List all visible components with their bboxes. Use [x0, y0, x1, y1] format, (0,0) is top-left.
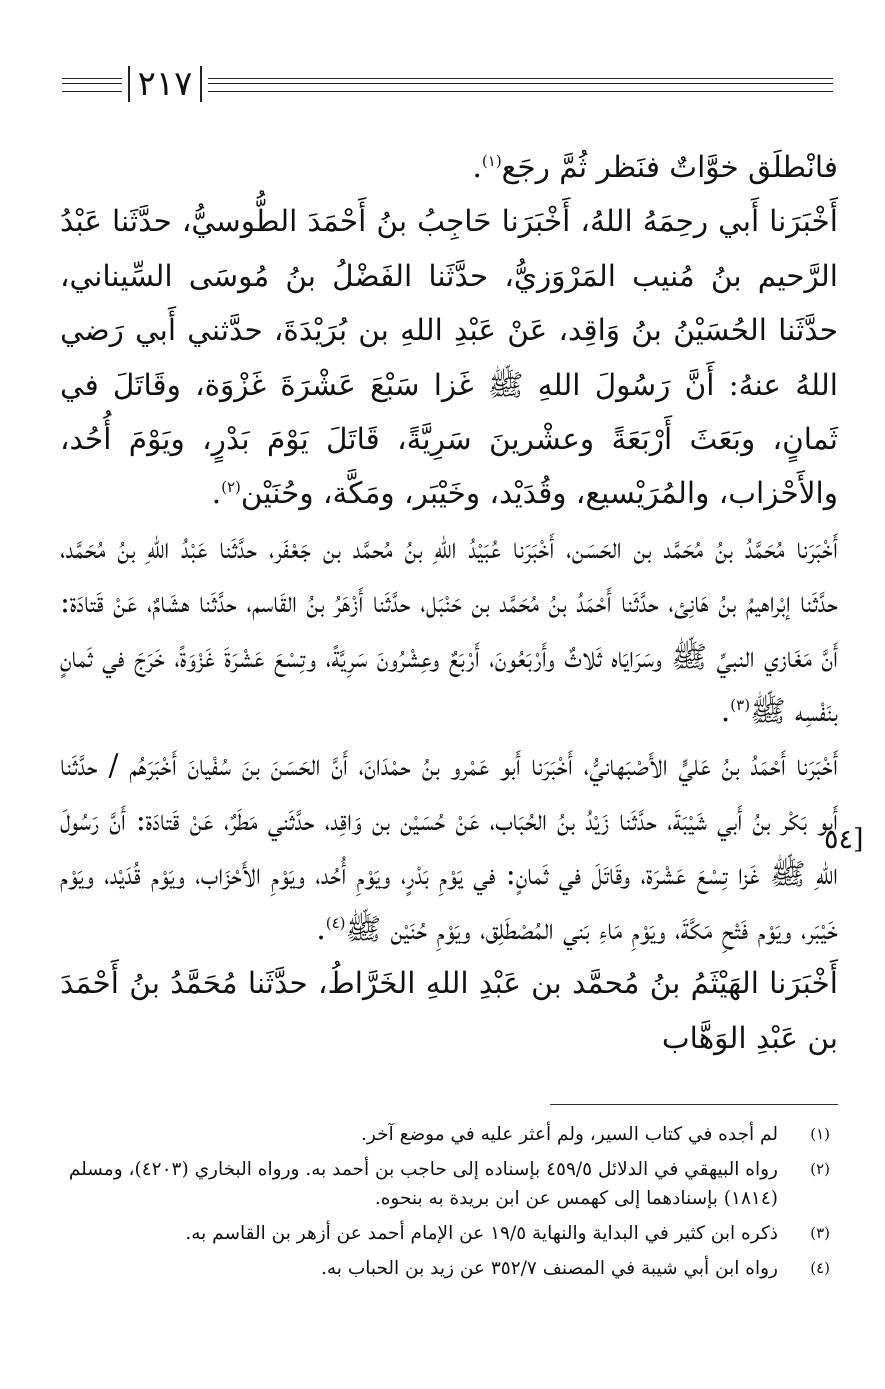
- footnote: [60, 1120, 838, 1149]
- footnote: [60, 1254, 838, 1283]
- footnote-number: (٣): [810, 1224, 830, 1242]
- footnote: [60, 1219, 838, 1248]
- paragraph-end: .: [720, 694, 731, 729]
- header-divider-left: [128, 66, 130, 102]
- paragraph-end: .: [472, 150, 482, 184]
- footnote-text: رواه البيهقي في الدلائل ٤٥٩/٥ بإسناده إلى حاجب بن أحمد به. ورواه البخاري (٤٢٠٣)، ومسلم (١٨١٤) بإسنادهما إلى كهمس عن ابن بريدة به بنحوه.: [68, 1159, 778, 1209]
- paragraph: [60, 738, 838, 956]
- footnote-marker[interactable]: (٤): [325, 913, 346, 932]
- header-divider-right: [200, 66, 202, 102]
- footnote-number: (٤): [810, 1259, 830, 1277]
- footnote-number: (١): [810, 1125, 830, 1143]
- paragraph-end: .: [316, 911, 326, 946]
- page-number: ٢١٧: [137, 64, 193, 104]
- body-text: [60, 140, 838, 1065]
- footnote-separator: [550, 1104, 838, 1105]
- paragraph-end: .: [211, 476, 222, 511]
- footnote-marker[interactable]: (٣): [730, 696, 751, 715]
- footnote: [60, 1155, 838, 1213]
- paragraph-text: أَخْبَرَنا أَحْمَدُ بنُ عَليٍّ الأَصْبَهانيُّ، أَخْبَرَنا أَبو عَمْرو بنُ حمْدَانَ، أَنَّ الحَسَنَ بنَ سُفْيانَ أَخْبَرَهُم / حدَّثَنا أَبو بَكْر بنُ أَبي شَيْبَةَ، حدَّثَنا زَيْدُ بنُ الحُبَاب، عَنْ حُسَيْن بن وَاقِد، حدَّثَني مَطَرٌ، عَنْ قَتادَة: أَنَّ رَسُولَ اللهِ ﷺ غَزا تِسْعَ عَشْرَة، وقَاتَلَ في ثَمانٍ: في يَوْمِ بَدْرٍ، ويَوْمِ أُحُد، ويَوْمِ الأَحْزَاب، ويَوْم قُدَيْد، ويَوْم خَيْبَر، ويَوْم فَتْحِ مَكَّةَ، ويَوْمِ مَاءِ بَني المُصْطَلِق، ويَوْمِ حُنَيْن ﷺ: [60, 748, 838, 946]
- footnotes: [60, 1120, 838, 1289]
- footnote-text: ذكره ابن كثير في البداية والنهاية ١٩/٥ عن الإمام أحمد عن أزهر بن القاسم به.: [185, 1223, 778, 1244]
- paragraph: [60, 140, 838, 194]
- margin-reference: ٥٤]: [824, 824, 864, 855]
- paragraph: [60, 956, 838, 1065]
- paragraph-text: أَخْبَرَنا أَبي رحِمَهُ اللهُ، أَخْبَرَنا حَاجِبُ بنُ أَحْمَدَ الطُّوسيُّ، حدَّثَنا عَبْدُ الرَّحيم بنُ مُنيب المَرْوَزيُّ، حدَّثَنا الفَضْلُ بنُ مُوسَى السِّيناني، حدَّثَنا الحُسَيْنُ بنُ وَاقِد، عَنْ عَبْدِ اللهِ بن بُرَيْدَةَ، حدَّثني أَبي رَضي اللهُ عنهُ: أَنَّ رَسُولَ اللهِ ﷺ غَزا سَبْعَ عَشْرَةَ غَزْوَة، وقَاتَلَ في ثَمانٍ، وبَعَثَ أَرْبَعَةً وعشْرينَ سَرِيَّةً، قَاتَلَ يَوْمَ بَدْرٍ، ويَوْمَ أُحُد، والأَحْزاب، والمُرَيْسيع، وقُدَيْد، وخَيْبَر، ومَكَّة، وحُنَيْن: [60, 204, 838, 511]
- header-rule-right: [208, 78, 833, 92]
- paragraph: [60, 521, 838, 739]
- header-rule-left: [62, 78, 122, 92]
- footnote-marker[interactable]: (١): [481, 152, 502, 171]
- footnote-text: لم أجده في كتاب السير، ولم أعثر عليه في موضع آخر.: [361, 1124, 778, 1145]
- paragraph-text: أَخْبَرَنا الهَيْثَمُ بنُ مُحمَّد بن عَبْدِ اللهِ الخَرَّاطُ، حدَّثَنا مُحَمَّدُ بنُ أَحْمَدَ بن عَبْدِ الوَهَّاب: [60, 966, 838, 1055]
- footnote-number: (٢): [810, 1160, 830, 1178]
- paragraph-text: أَخْبَرَنا مُحَمَّدُ بنُ مُحَمَّد بن الحَسَن، أَخْبَرَنا عُبَيْدُ اللهِ بنُ مُحمَّد بن جَعْفَر، حدَّثَنا عَبْدُ اللهِ بنُ مُحَمَّد، حدَّثَنا إبْراهيمُ بنُ هَانِئ، حدَّثَنا أَحْمَدُ بنُ مُحَمَّد بن حَنْبَل، حدَّثَنا أَزْهَرُ بنُ القَاسم، حدَّثَنا هشَامٌ، عَنْ قَتادَة: أَنَّ مَغَازي النبيِّ ﷺ وسَرَايَاه ثَلاثٌ وأَرْبَعُونَ، أَرْبَعٌ وعِشْرُونَ سَرِيَّةً، وتِسْعَ عَشْرَةَ غَزْوَةً، خَرَجَ في ثَمانٍ بنَفْسِه ﷺ: [60, 530, 838, 729]
- footnote-marker[interactable]: (٢): [221, 478, 241, 497]
- paragraph-text: فانْطلَق خوَّاتٌ فنَظر ثُمَّ رجَع: [501, 150, 838, 184]
- paragraph: [60, 194, 838, 520]
- footnote-text: رواه ابن أبي شيبة في المصنف ٣٥٢/٧ عن زيد بن الحباب به.: [320, 1258, 778, 1279]
